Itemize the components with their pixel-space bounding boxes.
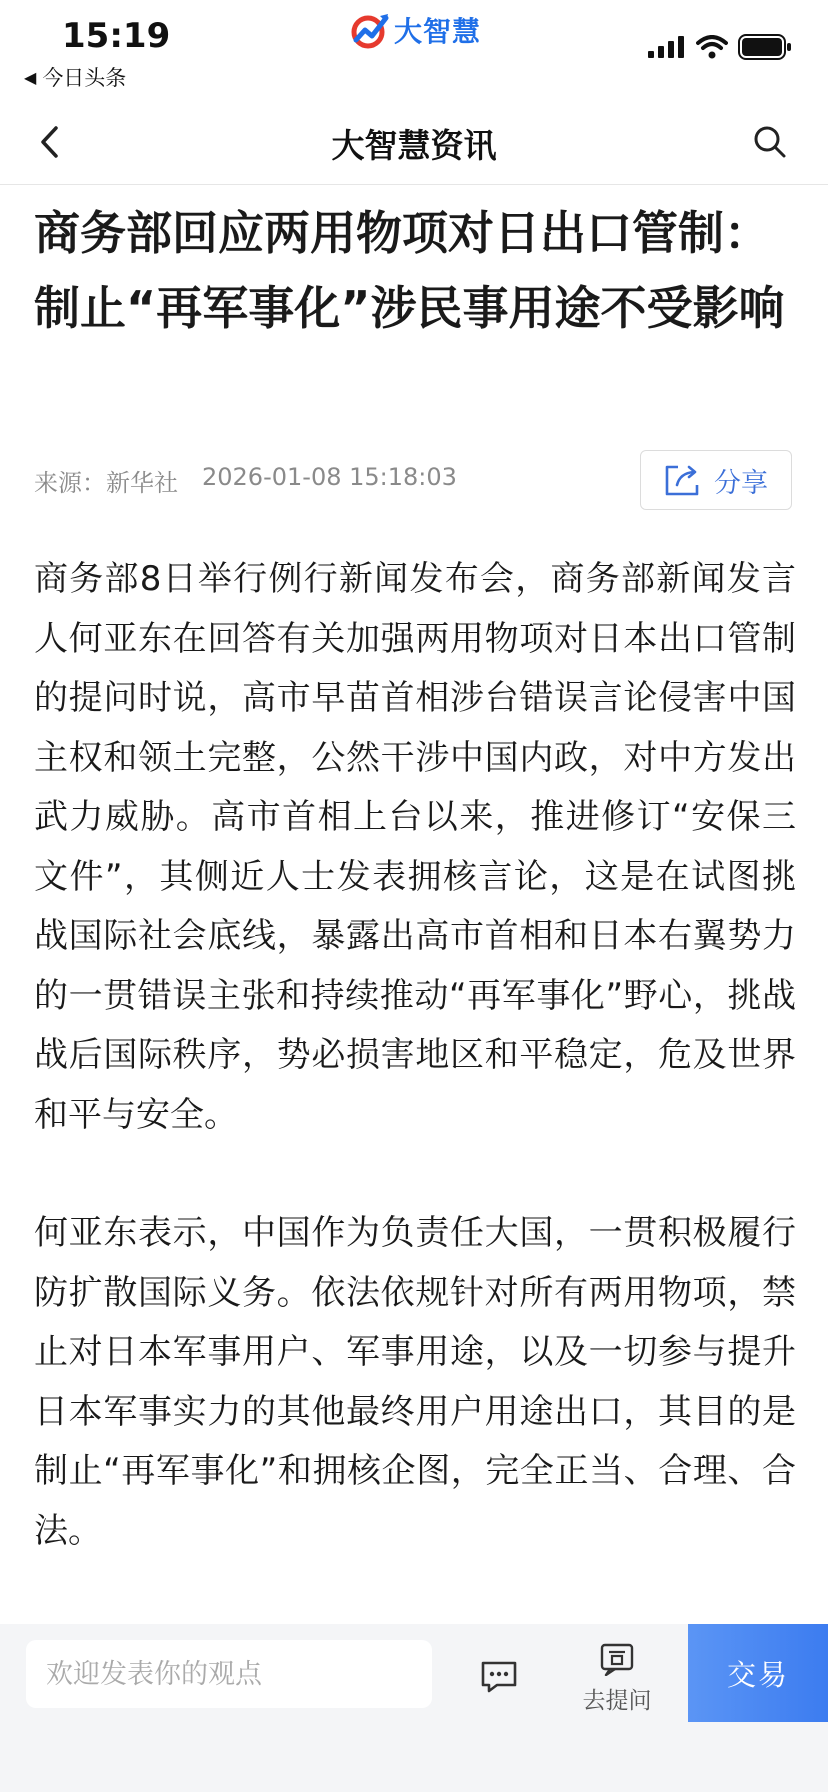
article-paragraph: 商务部8日举行例行新闻发布会，商务部新闻发言人何亚东在回答有关加强两用物项对日本出口管制的提问时说，高市早苗首相涉台错误言论侵害中国主权和领土完整，公然干涉中国内政，对中方发出武力威胁。高市首相上台以来，推进修订“安保三文件”，其侧近人士发表拥核言论，这是在试图挑战国际社会底线，暴露出高市首相和日本右翼势力的一贯错误主张和持续推动“再军事化”野心，挑战战后国际秩序，势必损害地区和平稳定，危及世界和平与安全。 xyxy=(34,559,796,1135)
article-source: 来源：新华社 xyxy=(34,469,178,497)
share-label: 分享 xyxy=(714,467,768,499)
share-button[interactable] xyxy=(640,450,792,510)
signal-icon xyxy=(648,36,686,58)
back-to-app-button[interactable] xyxy=(24,62,126,92)
back-triangle-icon: ◀ xyxy=(24,67,37,87)
search-button[interactable] xyxy=(748,120,792,164)
article-body xyxy=(34,550,796,1561)
article-title: 商务部回应两用物项对日出口管制：制止“再军事化”涉民事用途不受影响 xyxy=(34,206,785,335)
share-icon xyxy=(664,463,702,497)
status-icons xyxy=(648,34,792,60)
status-time: 15:19 xyxy=(62,16,171,56)
comment-input[interactable] xyxy=(26,1640,432,1708)
ask-question-button[interactable] xyxy=(572,1642,662,1722)
article-paragraph: 何亚东表示，中国作为负责任大国，一贯积极履行防扩散国际义务。依法依规针对所有两用物项，禁止对日本军事用户、军事用途，以及一切参与提升日本军事实力的其他最终用户用途出口，其目的是制止“再军事化”和拥核企图，完全正当、合理、合法。 xyxy=(34,1213,796,1551)
battery-icon xyxy=(738,34,792,60)
back-app-label: 今日头条 xyxy=(42,66,127,90)
ask-icon xyxy=(598,1642,636,1676)
nav-bar xyxy=(0,100,828,185)
article-meta xyxy=(34,463,457,498)
ask-label: 去提问 xyxy=(582,1688,652,1714)
status-bar xyxy=(0,0,828,100)
brand-logo xyxy=(350,8,481,52)
comments-button[interactable] xyxy=(474,1654,524,1700)
comment-icon xyxy=(479,1659,519,1695)
article-datetime: 2026-01-08 15:18:03 xyxy=(202,463,457,491)
brand-logo-icon xyxy=(350,10,390,50)
page-title: 大智慧资讯 xyxy=(331,126,497,165)
brand-name: 大智慧 xyxy=(394,15,482,48)
trade-button[interactable]: 交易 xyxy=(688,1624,828,1722)
bottom-bar xyxy=(0,1624,828,1792)
wifi-icon xyxy=(696,35,728,59)
search-icon xyxy=(752,124,788,160)
